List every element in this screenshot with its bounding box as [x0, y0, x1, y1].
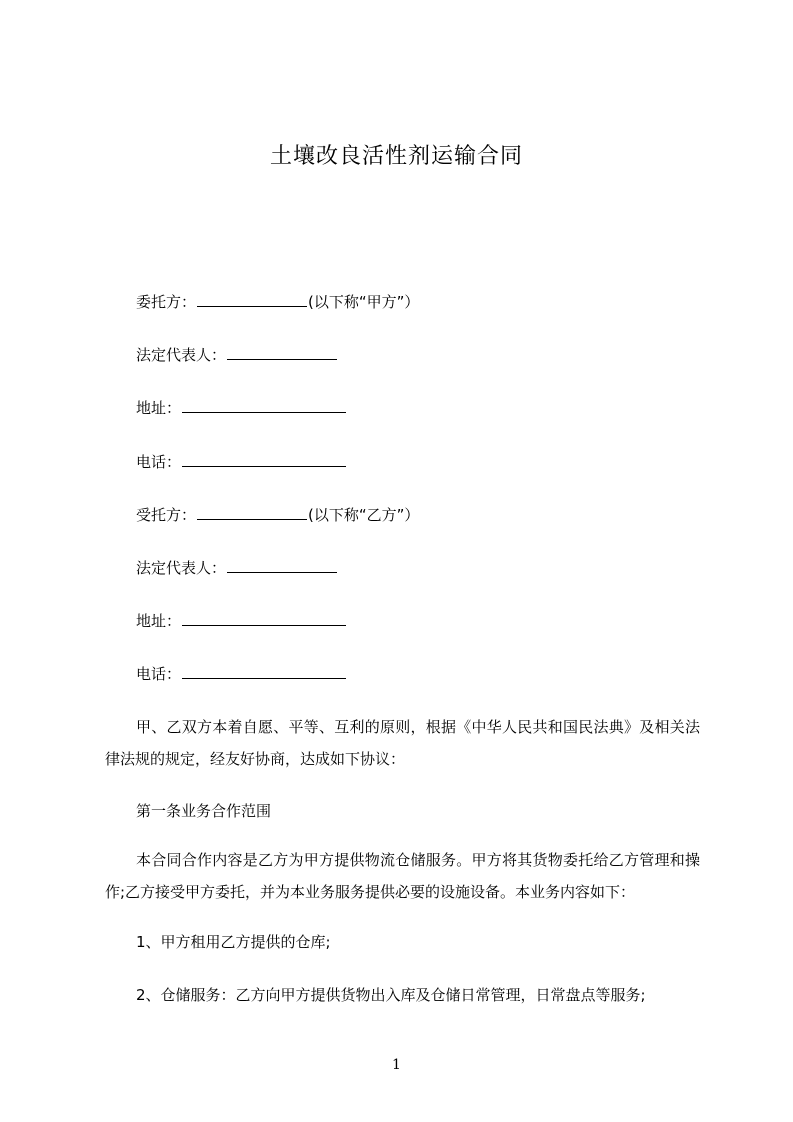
client-suffix: (以下称“甲方”） [308, 293, 420, 311]
client-label: 委托方： [136, 293, 197, 311]
contractor-phone-label: 电话： [136, 665, 182, 683]
client-rep-blank [227, 344, 337, 360]
contractor-address-line [136, 610, 347, 631]
contractor-suffix: (以下称“乙方”） [308, 506, 420, 524]
item-2: 2、仓储服务：乙方向甲方提供货物出入库及仓储日常管理，日常盘点等服务; [136, 986, 646, 1004]
contractor-address-label: 地址： [136, 612, 182, 630]
preamble-paragraph: 甲、乙双方本着自愿、平等、互利的原则，根据《中华人民共和国民法典》及相关法律法规的规定，经友好协商，达成如下协议： [105, 718, 700, 768]
contractor-address-blank [182, 610, 346, 626]
item-1: 1、甲方租用乙方提供的仓库; [136, 933, 331, 951]
client-phone-label: 电话： [136, 453, 182, 471]
document-title: 土壤改良活性剂运输合同 [269, 144, 523, 169]
contractor-phone-line [136, 663, 347, 684]
article1-body: 本合同合作内容是乙方为甲方提供物流仓储服务。甲方将其货物委托给乙方管理和操作;乙方接受甲方委托，并为本业务服务提供必要的设施设备。本业务内容如下： [105, 851, 700, 901]
contractor-rep-label: 法定代表人： [136, 559, 227, 577]
contractor-label: 受托方： [136, 506, 197, 524]
contractor-name-blank [197, 504, 307, 520]
client-phone-line [136, 451, 347, 472]
contractor-name-line [136, 504, 419, 525]
page-number: 1 [392, 1057, 401, 1073]
client-name-line [136, 291, 419, 312]
client-address-blank [182, 397, 346, 413]
client-rep-line [136, 344, 338, 365]
article1-heading: 第一条业务合作范围 [136, 802, 272, 820]
client-address-line [136, 397, 347, 418]
contractor-rep-line [136, 557, 338, 578]
client-rep-label: 法定代表人： [136, 346, 227, 364]
contractor-rep-blank [227, 557, 337, 573]
client-address-label: 地址： [136, 399, 182, 417]
contractor-phone-blank [182, 663, 346, 679]
client-name-blank [197, 291, 307, 307]
client-phone-blank [182, 451, 346, 467]
